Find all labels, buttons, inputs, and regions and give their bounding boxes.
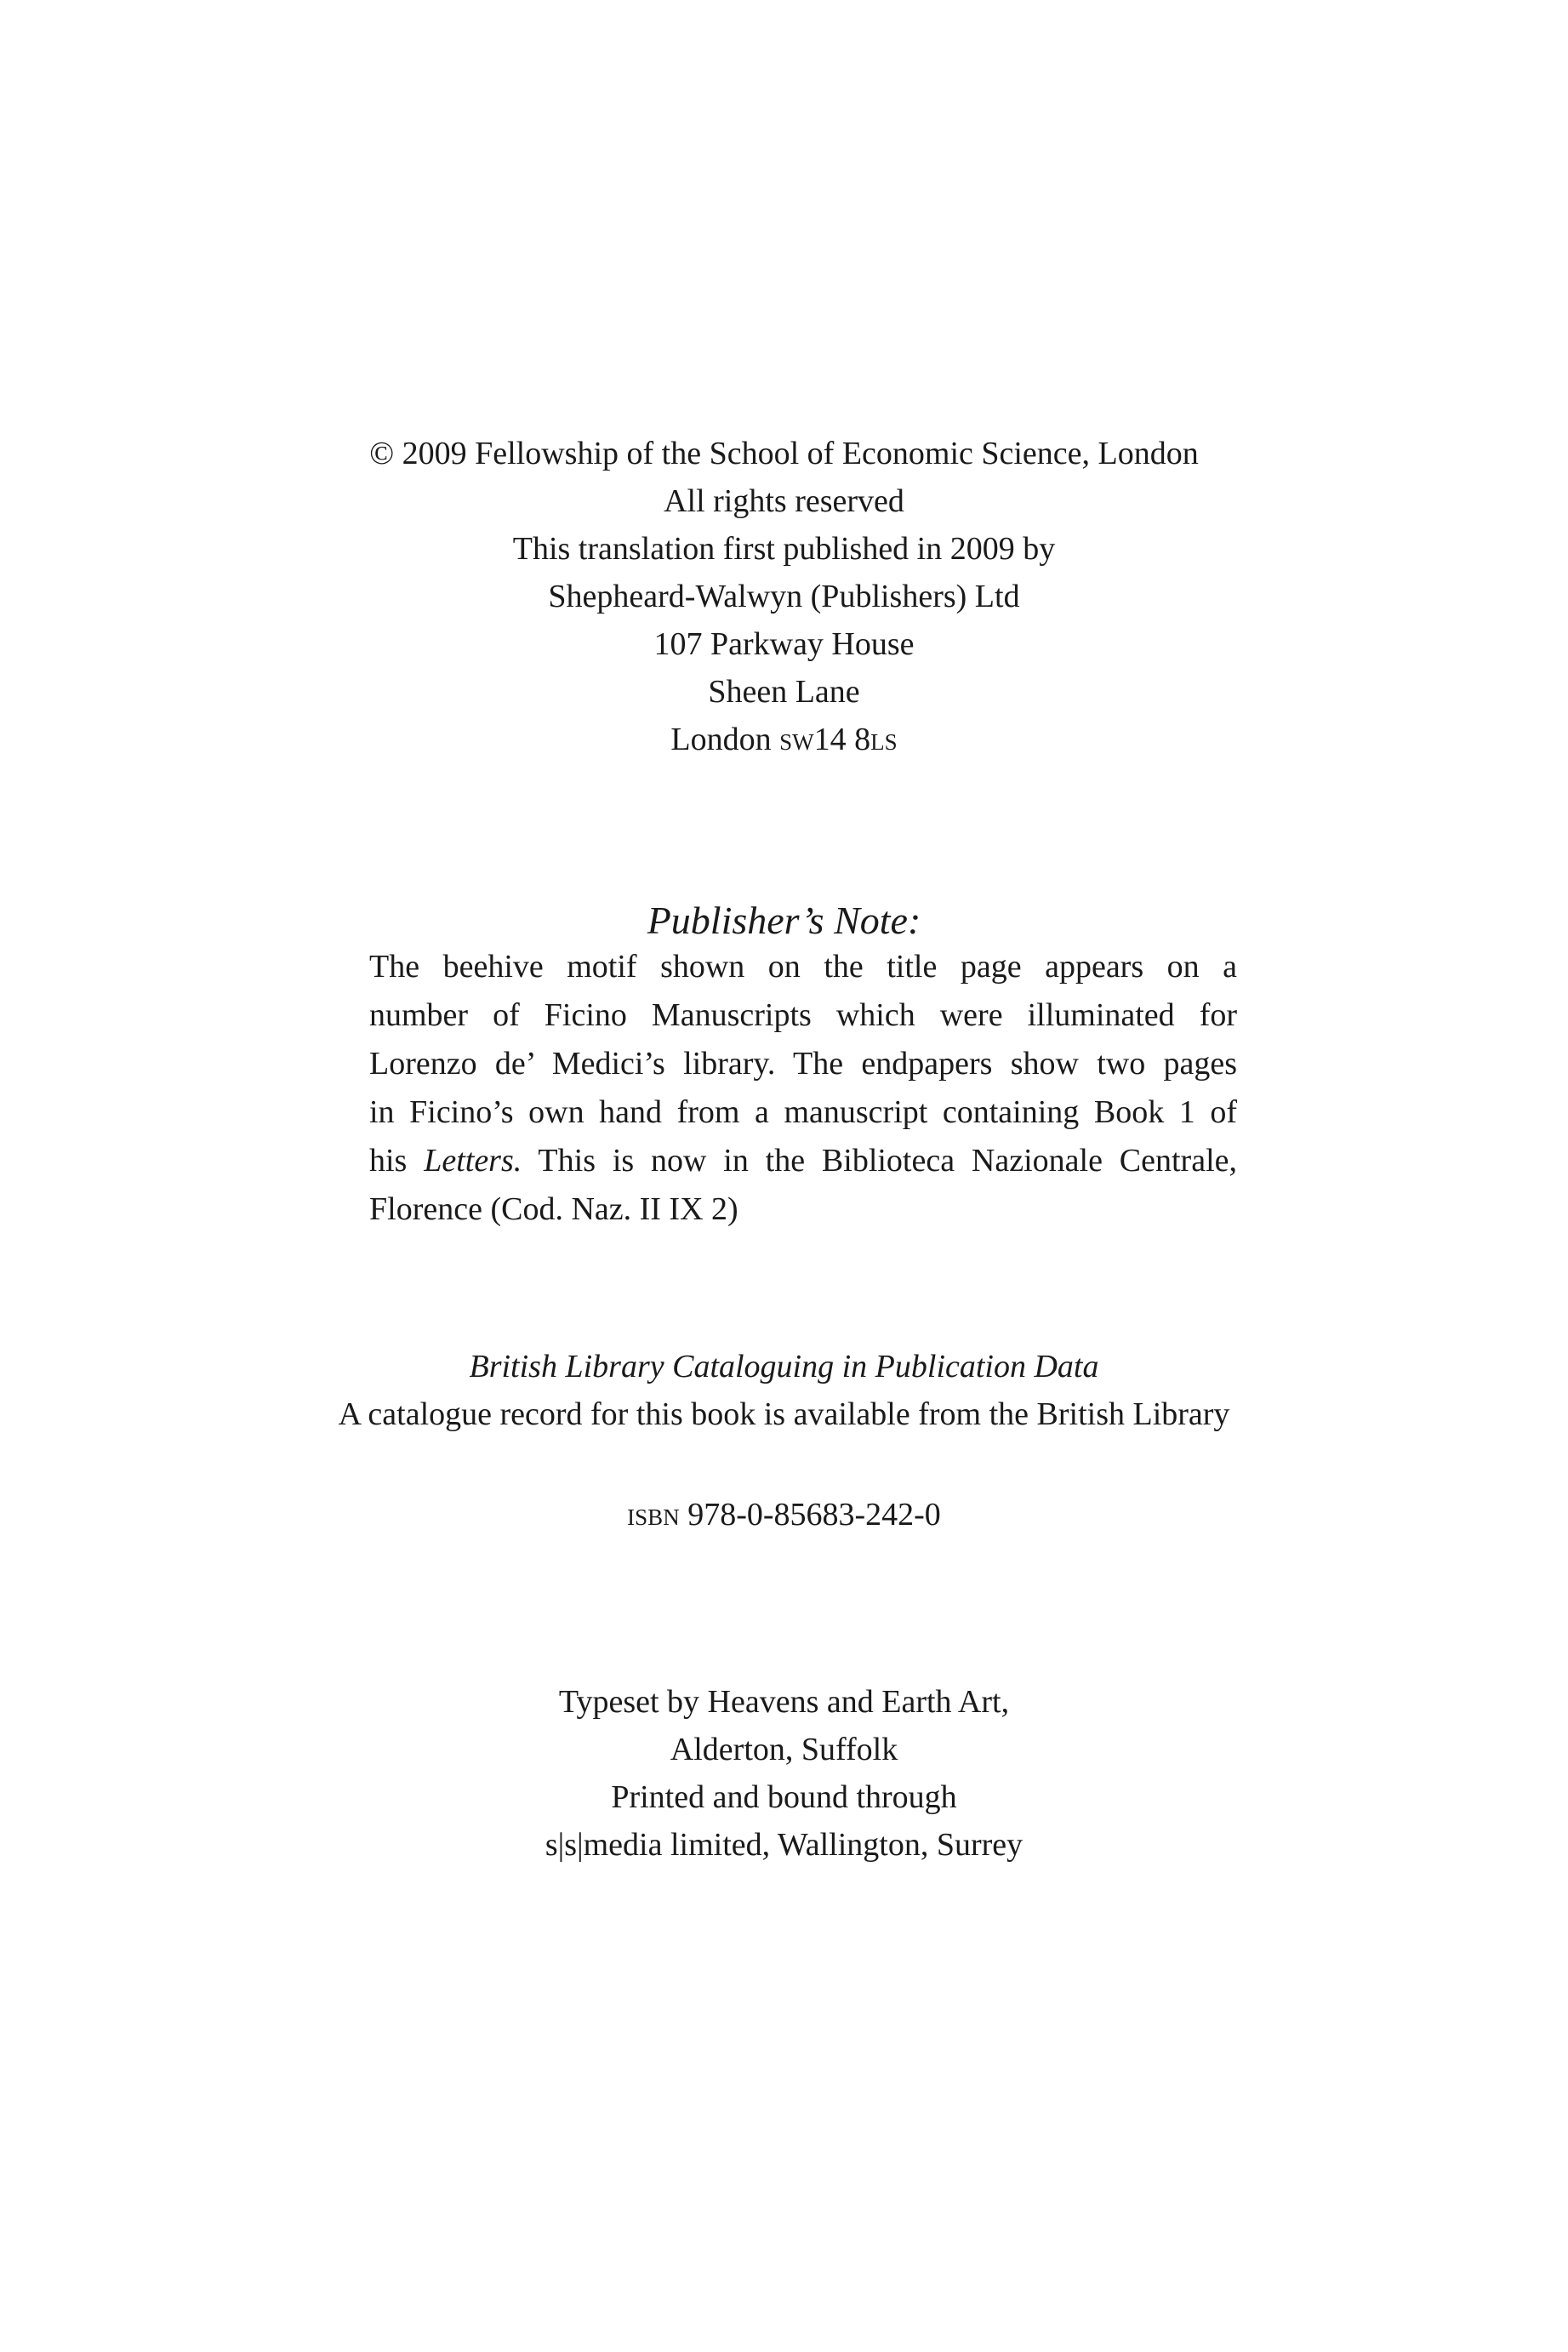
- copyright-block: [0, 430, 1568, 763]
- address-line-2: Sheen Lane: [708, 674, 860, 710]
- printed-line: Printed and bound through: [611, 1779, 957, 1815]
- typeset-block: [0, 1678, 1568, 1869]
- cip-text: A catalogue record for this book is available from the British Library: [338, 1396, 1230, 1432]
- note-line: Lorenzo de’ Medici’s library. The endpapers show two pages: [369, 1046, 1237, 1082]
- note-line5-prefix: his: [369, 1143, 408, 1179]
- address-line-3: [0, 716, 1568, 763]
- note-line: [369, 1137, 1237, 1185]
- address-line-1: 107 Parkway House: [653, 626, 915, 662]
- isbn-block: [0, 1491, 1568, 1539]
- publisher-name-line: Shepheard-Walwyn (Publishers) Ltd: [548, 579, 1020, 614]
- isbn-line: [0, 1491, 1568, 1539]
- typeset-line: Typeset by Heavens and Earth Art,: [558, 1684, 1010, 1720]
- letters-title: Letters.: [424, 1143, 522, 1179]
- publishers-note-heading: Publisher’s Note:: [647, 899, 921, 942]
- isbn-label: isbn: [627, 1497, 680, 1533]
- typeset-location-line: Alderton, Suffolk: [670, 1732, 898, 1767]
- publishers-note-body: [369, 943, 1237, 1234]
- rights-reserved-line: All rights reserved: [664, 483, 904, 519]
- note-line5-suffix: This is now in the Biblioteca Nazionale Centrale,: [538, 1143, 1237, 1179]
- isbn-number: 978-0-85683-242-0: [687, 1497, 941, 1533]
- postcode: sw14 8ls: [779, 722, 898, 757]
- copyright-line: © 2009 Fellowship of the School of Economic Science, London: [369, 436, 1199, 471]
- city: London: [670, 722, 772, 757]
- printer-line: s|s|media limited, Wallington, Surrey: [545, 1827, 1023, 1863]
- note-line: Florence (Cod. Naz. II IX 2): [369, 1191, 738, 1227]
- cip-title: British Library Cataloguing in Publication Data: [469, 1349, 1099, 1384]
- first-published-line: This translation first published in 2009 by: [512, 531, 1056, 567]
- cip-block: [0, 1343, 1568, 1438]
- note-line: number of Ficino Manuscripts which were illuminated for: [369, 997, 1237, 1033]
- note-line: in Ficino’s own hand from a manuscript containing Book 1 of: [369, 1094, 1237, 1130]
- note-line: The beehive motif shown on the title page appears on a: [369, 949, 1237, 985]
